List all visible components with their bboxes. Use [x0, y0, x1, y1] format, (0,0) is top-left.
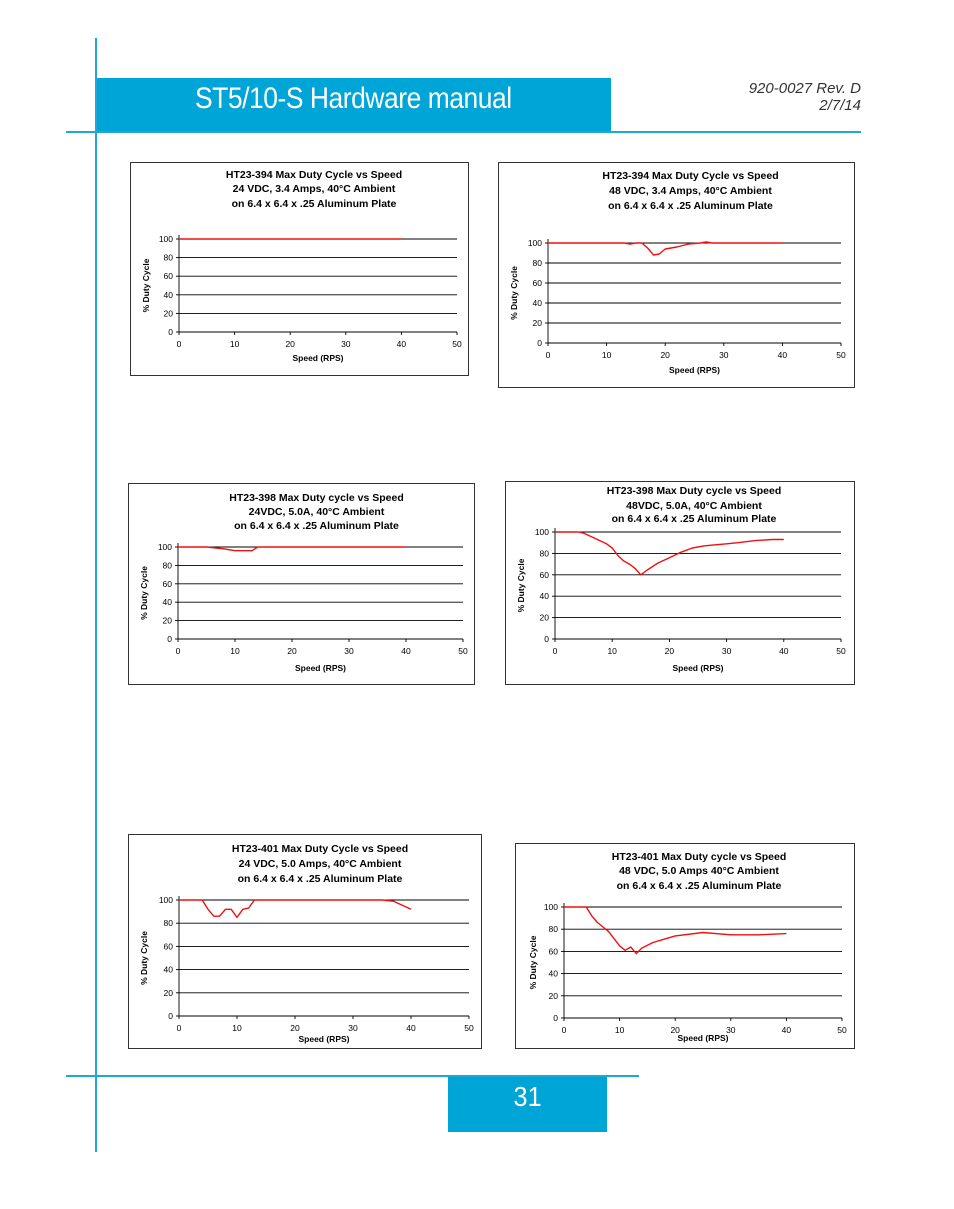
chart-title-line: HT23-401 Max Duty Cycle vs Speed [231, 843, 409, 855]
x-tick-label: 50 [837, 1025, 847, 1035]
x-axis-label: Speed (RPS) [672, 663, 724, 673]
x-axis-label: Speed (RPS) [294, 663, 347, 673]
chart-title-line: 24 VDC, 3.4 Amps, 40°C Ambient [232, 183, 396, 195]
document-reference [749, 80, 861, 114]
y-tick-label: 20 [548, 990, 558, 1001]
y-tick-label: 0 [537, 338, 542, 348]
chart-title-line: on 6.4 x 6.4 x .25 Aluminum Plate [237, 873, 403, 885]
chart-svg [129, 484, 476, 686]
y-axis-label: % Duty Cycle [528, 935, 538, 990]
y-tick-label: 60 [532, 278, 542, 288]
y-tick-label: 40 [539, 591, 549, 602]
chart-ht23-401-24vdc [128, 834, 482, 1049]
x-tick-label: 50 [452, 339, 462, 349]
x-tick-label: 10 [607, 646, 617, 656]
y-tick-label: 100 [157, 542, 172, 552]
series-line [178, 547, 406, 551]
page-number: 31 [513, 1081, 542, 1112]
x-tick-label: 0 [561, 1025, 567, 1035]
chart-title-line: 48 VDC, 5.0 Amps 40°C Ambient [619, 865, 779, 877]
x-axis-label: Speed (RPS) [292, 353, 344, 363]
y-tick-label: 20 [163, 308, 173, 319]
x-tick-label: 20 [290, 1023, 300, 1033]
x-tick-label: 20 [670, 1025, 680, 1035]
chart-svg [506, 482, 856, 686]
y-axis-label: % Duty Cycle [139, 931, 149, 985]
chart-ht23-398-24vdc [128, 483, 475, 685]
chart-title-line: HT23-398 Max Duty cycle vs Speed [229, 492, 404, 504]
left-margin-rule [95, 38, 97, 1152]
series-line [548, 242, 782, 255]
x-tick-label: 50 [464, 1023, 474, 1033]
x-tick-label: 40 [401, 646, 411, 656]
doc-date: 2/7/14 [819, 97, 861, 114]
chart-title-line: HT23-401 Max Duty cycle vs Speed [611, 851, 787, 863]
chart-title-line: HT23-394 Max Duty Cycle vs Speed [602, 170, 779, 182]
y-tick-label: 40 [163, 289, 173, 300]
chart-title-line: on 6.4 x 6.4 x .25 Aluminum Plate [608, 200, 773, 212]
chart-title-line: HT23-398 Max Duty cycle vs Speed [606, 485, 782, 497]
y-tick-label: 60 [163, 941, 173, 952]
x-tick-label: 10 [614, 1025, 625, 1035]
x-tick-label: 10 [230, 646, 240, 656]
series-line [564, 907, 786, 954]
x-tick-label: 30 [726, 1025, 736, 1035]
chart-title-line: 48VDC, 5.0A, 40°C Ambient [626, 500, 762, 512]
y-tick-label: 40 [163, 964, 173, 975]
x-axis-label: Speed (RPS) [677, 1033, 729, 1043]
y-tick-label: 100 [527, 238, 542, 248]
y-tick-label: 20 [162, 615, 172, 626]
y-tick-label: 40 [532, 298, 542, 308]
x-tick-label: 50 [836, 646, 846, 656]
page-title: ST5/10-S Hardware manual [195, 82, 512, 115]
x-tick-label: 40 [406, 1023, 416, 1033]
y-tick-label: 80 [163, 918, 173, 929]
header-rule [66, 131, 861, 133]
chart-ht23-394-24vdc [130, 162, 469, 376]
x-tick-label: 30 [719, 350, 729, 360]
y-tick-label: 0 [553, 1013, 558, 1023]
x-tick-label: 40 [779, 646, 789, 656]
series-line [179, 900, 411, 917]
y-tick-label: 100 [158, 234, 173, 244]
x-axis-label: Speed (RPS) [298, 1034, 350, 1044]
chart-title-line: on 6.4 x 6.4 x .25 Aluminum Plate [234, 520, 399, 532]
x-tick-label: 20 [664, 646, 675, 656]
y-tick-label: 0 [168, 1011, 173, 1021]
x-tick-label: 30 [348, 1023, 358, 1033]
x-tick-label: 20 [285, 339, 295, 349]
chart-ht23-394-48vdc [498, 162, 855, 388]
x-tick-label: 0 [176, 339, 182, 349]
y-tick-label: 20 [532, 318, 542, 328]
chart-title-line: 48 VDC, 3.4 Amps, 40°C Ambient [609, 185, 772, 197]
y-tick-label: 60 [162, 578, 172, 589]
chart-ht23-401-48vdc [515, 843, 855, 1049]
x-tick-label: 20 [660, 350, 670, 360]
y-tick-label: 80 [163, 252, 173, 263]
x-tick-label: 30 [721, 646, 732, 656]
chart-title-line: 24 VDC, 5.0 Amps, 40°C Ambient [238, 858, 402, 870]
y-axis-label: % Duty Cycle [139, 566, 149, 620]
y-tick-label: 80 [532, 258, 542, 268]
title-banner [97, 78, 611, 131]
chart-title-line: HT23-394 Max Duty Cycle vs Speed [225, 169, 403, 181]
x-axis-label: Speed (RPS) [668, 365, 721, 375]
chart-title-line: on 6.4 x 6.4 x .25 Aluminum Plate [616, 880, 782, 892]
y-axis-label: % Duty Cycle [141, 258, 151, 313]
y-tick-label: 60 [539, 569, 549, 580]
x-tick-label: 50 [836, 350, 846, 360]
chart-svg [516, 844, 856, 1050]
x-tick-label: 40 [777, 350, 788, 360]
x-tick-label: 30 [341, 339, 351, 349]
y-tick-label: 60 [163, 271, 173, 282]
y-tick-label: 0 [544, 634, 549, 644]
x-tick-label: 0 [552, 646, 558, 656]
y-tick-label: 80 [162, 560, 172, 571]
chart-svg [131, 163, 470, 377]
x-tick-label: 40 [781, 1025, 792, 1035]
doc-number: 920-0027 Rev. D [748, 80, 861, 97]
chart-ht23-398-48vdc [505, 481, 855, 685]
y-tick-label: 100 [534, 527, 549, 537]
x-tick-label: 10 [232, 1023, 242, 1033]
x-tick-label: 0 [176, 1023, 182, 1033]
x-tick-label: 0 [545, 350, 551, 360]
x-tick-label: 20 [287, 646, 297, 656]
x-tick-label: 30 [344, 646, 354, 656]
x-tick-label: 0 [175, 646, 181, 656]
page-number-box [448, 1077, 607, 1132]
y-tick-label: 100 [158, 895, 173, 905]
y-tick-label: 20 [163, 987, 173, 998]
chart-title-line: 24VDC, 5.0A, 40°C Ambient [248, 506, 385, 518]
y-tick-label: 40 [162, 597, 172, 608]
chart-svg [129, 835, 483, 1050]
y-tick-label: 40 [548, 968, 558, 979]
x-tick-label: 10 [229, 339, 240, 349]
y-tick-label: 80 [548, 924, 558, 935]
y-tick-label: 60 [548, 946, 558, 957]
y-tick-label: 100 [543, 902, 558, 912]
chart-svg [499, 163, 856, 389]
y-tick-label: 0 [168, 327, 173, 337]
chart-title-line: on 6.4 x 6.4 x .25 Aluminum Plate [611, 513, 777, 525]
y-tick-label: 0 [167, 634, 172, 644]
x-tick-label: 10 [601, 350, 612, 360]
x-tick-label: 50 [458, 646, 468, 656]
y-axis-label: % Duty Cycle [509, 266, 519, 320]
chart-title-line: on 6.4 x 6.4 x .25 Aluminum Plate [231, 198, 397, 210]
y-tick-label: 20 [539, 612, 549, 623]
y-tick-label: 80 [539, 548, 549, 559]
x-tick-label: 40 [396, 339, 407, 349]
y-axis-label: % Duty Cycle [516, 558, 526, 613]
